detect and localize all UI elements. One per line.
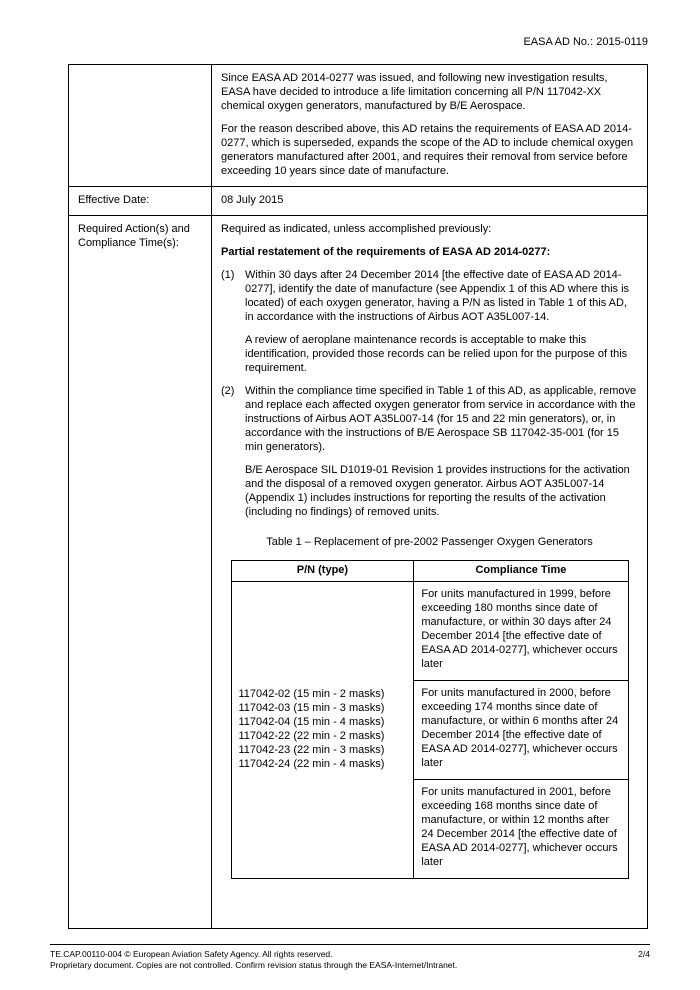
footer-line-1 bbox=[50, 949, 650, 960]
required-actions-content-cell bbox=[212, 215, 648, 928]
table1-row-1999 bbox=[231, 582, 628, 681]
reason-paragraph-2: For the reason described above, this AD retains the requirements of EASA AD 2014-0277, which is superseded, expands the scope of the AD to include chemical oxygen generators manufactured after 2001, and requires their removal from service before exceeding 10 years since date of manufacture. bbox=[221, 122, 634, 177]
effective-date-value: 08 July 2015 bbox=[212, 186, 648, 215]
item-1-body bbox=[245, 269, 638, 376]
effective-date-label: Effective Date: bbox=[69, 186, 212, 215]
required-intro: Required as indicated, unless accomplished previously: bbox=[221, 222, 492, 235]
restatement-heading: Partial restatement of the requirements of EASA AD 2014-0277: bbox=[221, 245, 551, 258]
pn-line-3: 117042-04 (15 min - 4 masks) bbox=[238, 715, 385, 728]
pn-line-6: 117042-24 (22 min - 4 masks) bbox=[238, 757, 385, 770]
numbered-item-2 bbox=[221, 385, 638, 520]
item-1-note: A review of aeroplane maintenance records is acceptable to make this identification, provided those records can be relied upon for the purpose of this requirement. bbox=[245, 333, 628, 374]
reason-content-cell bbox=[212, 65, 648, 187]
reason-label-cell bbox=[69, 65, 212, 187]
item-2-number: (2) bbox=[221, 385, 235, 398]
pn-line-5: 117042-23 (22 min - 3 masks) bbox=[238, 743, 385, 756]
item-2-text: Within the compliance time specified in Table 1 of this AD, as applicable, remove and replace each affected oxygen generator from service in accordance with the instructions of Airbus AOT A35L007-14 (for 15 and 22 min generators), or, in accordance with the instructions of B/E Aerospace SB 117042-35-001 (for 15 min generators). bbox=[245, 385, 637, 454]
table1-header-pn: P/N (type) bbox=[231, 561, 414, 582]
compliance-cell-1999: For units manufactured in 1999, before exceeding 180 months since date of manufacture, or within 30 days after 24 December 2014 [the effective date of EASA AD 2014-0277], whichever occurs later bbox=[414, 582, 628, 681]
required-actions-row bbox=[69, 215, 648, 928]
compliance-cell-2000: For units manufactured in 2000, before exceeding 174 months since date of manufacture, or within 6 months after 24 December 2014 [the effective date of EASA AD 2014-0277], whichever occurs later bbox=[414, 680, 628, 779]
footer-proprietary-note: Proprietary document. Copies are not controlled. Confirm revision status through the EASA-Internet/Intranet. bbox=[50, 960, 458, 971]
item-2-body bbox=[245, 385, 638, 520]
item-1-number: (1) bbox=[221, 268, 235, 281]
main-table bbox=[68, 64, 648, 929]
table1 bbox=[231, 560, 629, 878]
required-actions-label: Required Action(s) and Compliance Time(s): bbox=[69, 215, 212, 928]
doc-footer bbox=[50, 944, 650, 972]
item-2-note: B/E Aerospace SIL D1019-01 Revision 1 provides instructions for the activation and the disposal of a removed oxygen generator. Airbus AOT A35L007-14 (Appendix 1) includes instructions for reporting the results of the activation (including no findings) of removed units. bbox=[245, 464, 630, 519]
pn-line-4: 117042-22 (22 min - 2 masks) bbox=[238, 729, 385, 742]
table1-header-compliance: Compliance Time bbox=[414, 561, 628, 582]
numbered-item-1 bbox=[221, 269, 638, 376]
footer-page-number: 2/4 bbox=[638, 949, 650, 959]
footer-reference: TE.CAP.00110-004 © European Aviation Safety Agency. All rights reserved. bbox=[50, 949, 333, 959]
compliance-cell-2001: For units manufactured in 2001, before exceeding 168 months since date of manufacture, or within 12 months after 24 December 2014 [the effective date of EASA AD 2014-0277], whichever occurs later bbox=[414, 779, 628, 878]
item-1-text: Within 30 days after 24 December 2014 [the effective date of EASA AD 2014-0277], identify the date of manufacture (see Appendix 1 of this AD where this is located) of each oxygen generator, having a P/N as listed in Table 1 of this AD, in accordance with the instructions of Airbus AOT A35L007-14. bbox=[245, 268, 630, 323]
pn-line-2: 117042-03 (15 min - 3 masks) bbox=[238, 701, 385, 714]
reason-paragraph-1: Since EASA AD 2014-0277 was issued, and following new investigation results, EASA have decided to introduce a life limitation concerning all P/N 117042-XX chemical oxygen generators, manufactured by B/E Aerospace. bbox=[221, 72, 608, 112]
doc-header bbox=[68, 36, 648, 48]
table1-caption: Table 1 – Replacement of pre-2002 Passenger Oxygen Generators bbox=[266, 536, 593, 549]
effective-date-row bbox=[69, 186, 648, 215]
table1-header-row bbox=[231, 561, 628, 582]
reason-row bbox=[69, 65, 648, 187]
pn-line-1: 117042-02 (15 min - 2 masks) bbox=[238, 687, 385, 700]
ad-number: EASA AD No.: 2015-0119 bbox=[523, 36, 648, 48]
pn-list-cell bbox=[231, 582, 414, 878]
